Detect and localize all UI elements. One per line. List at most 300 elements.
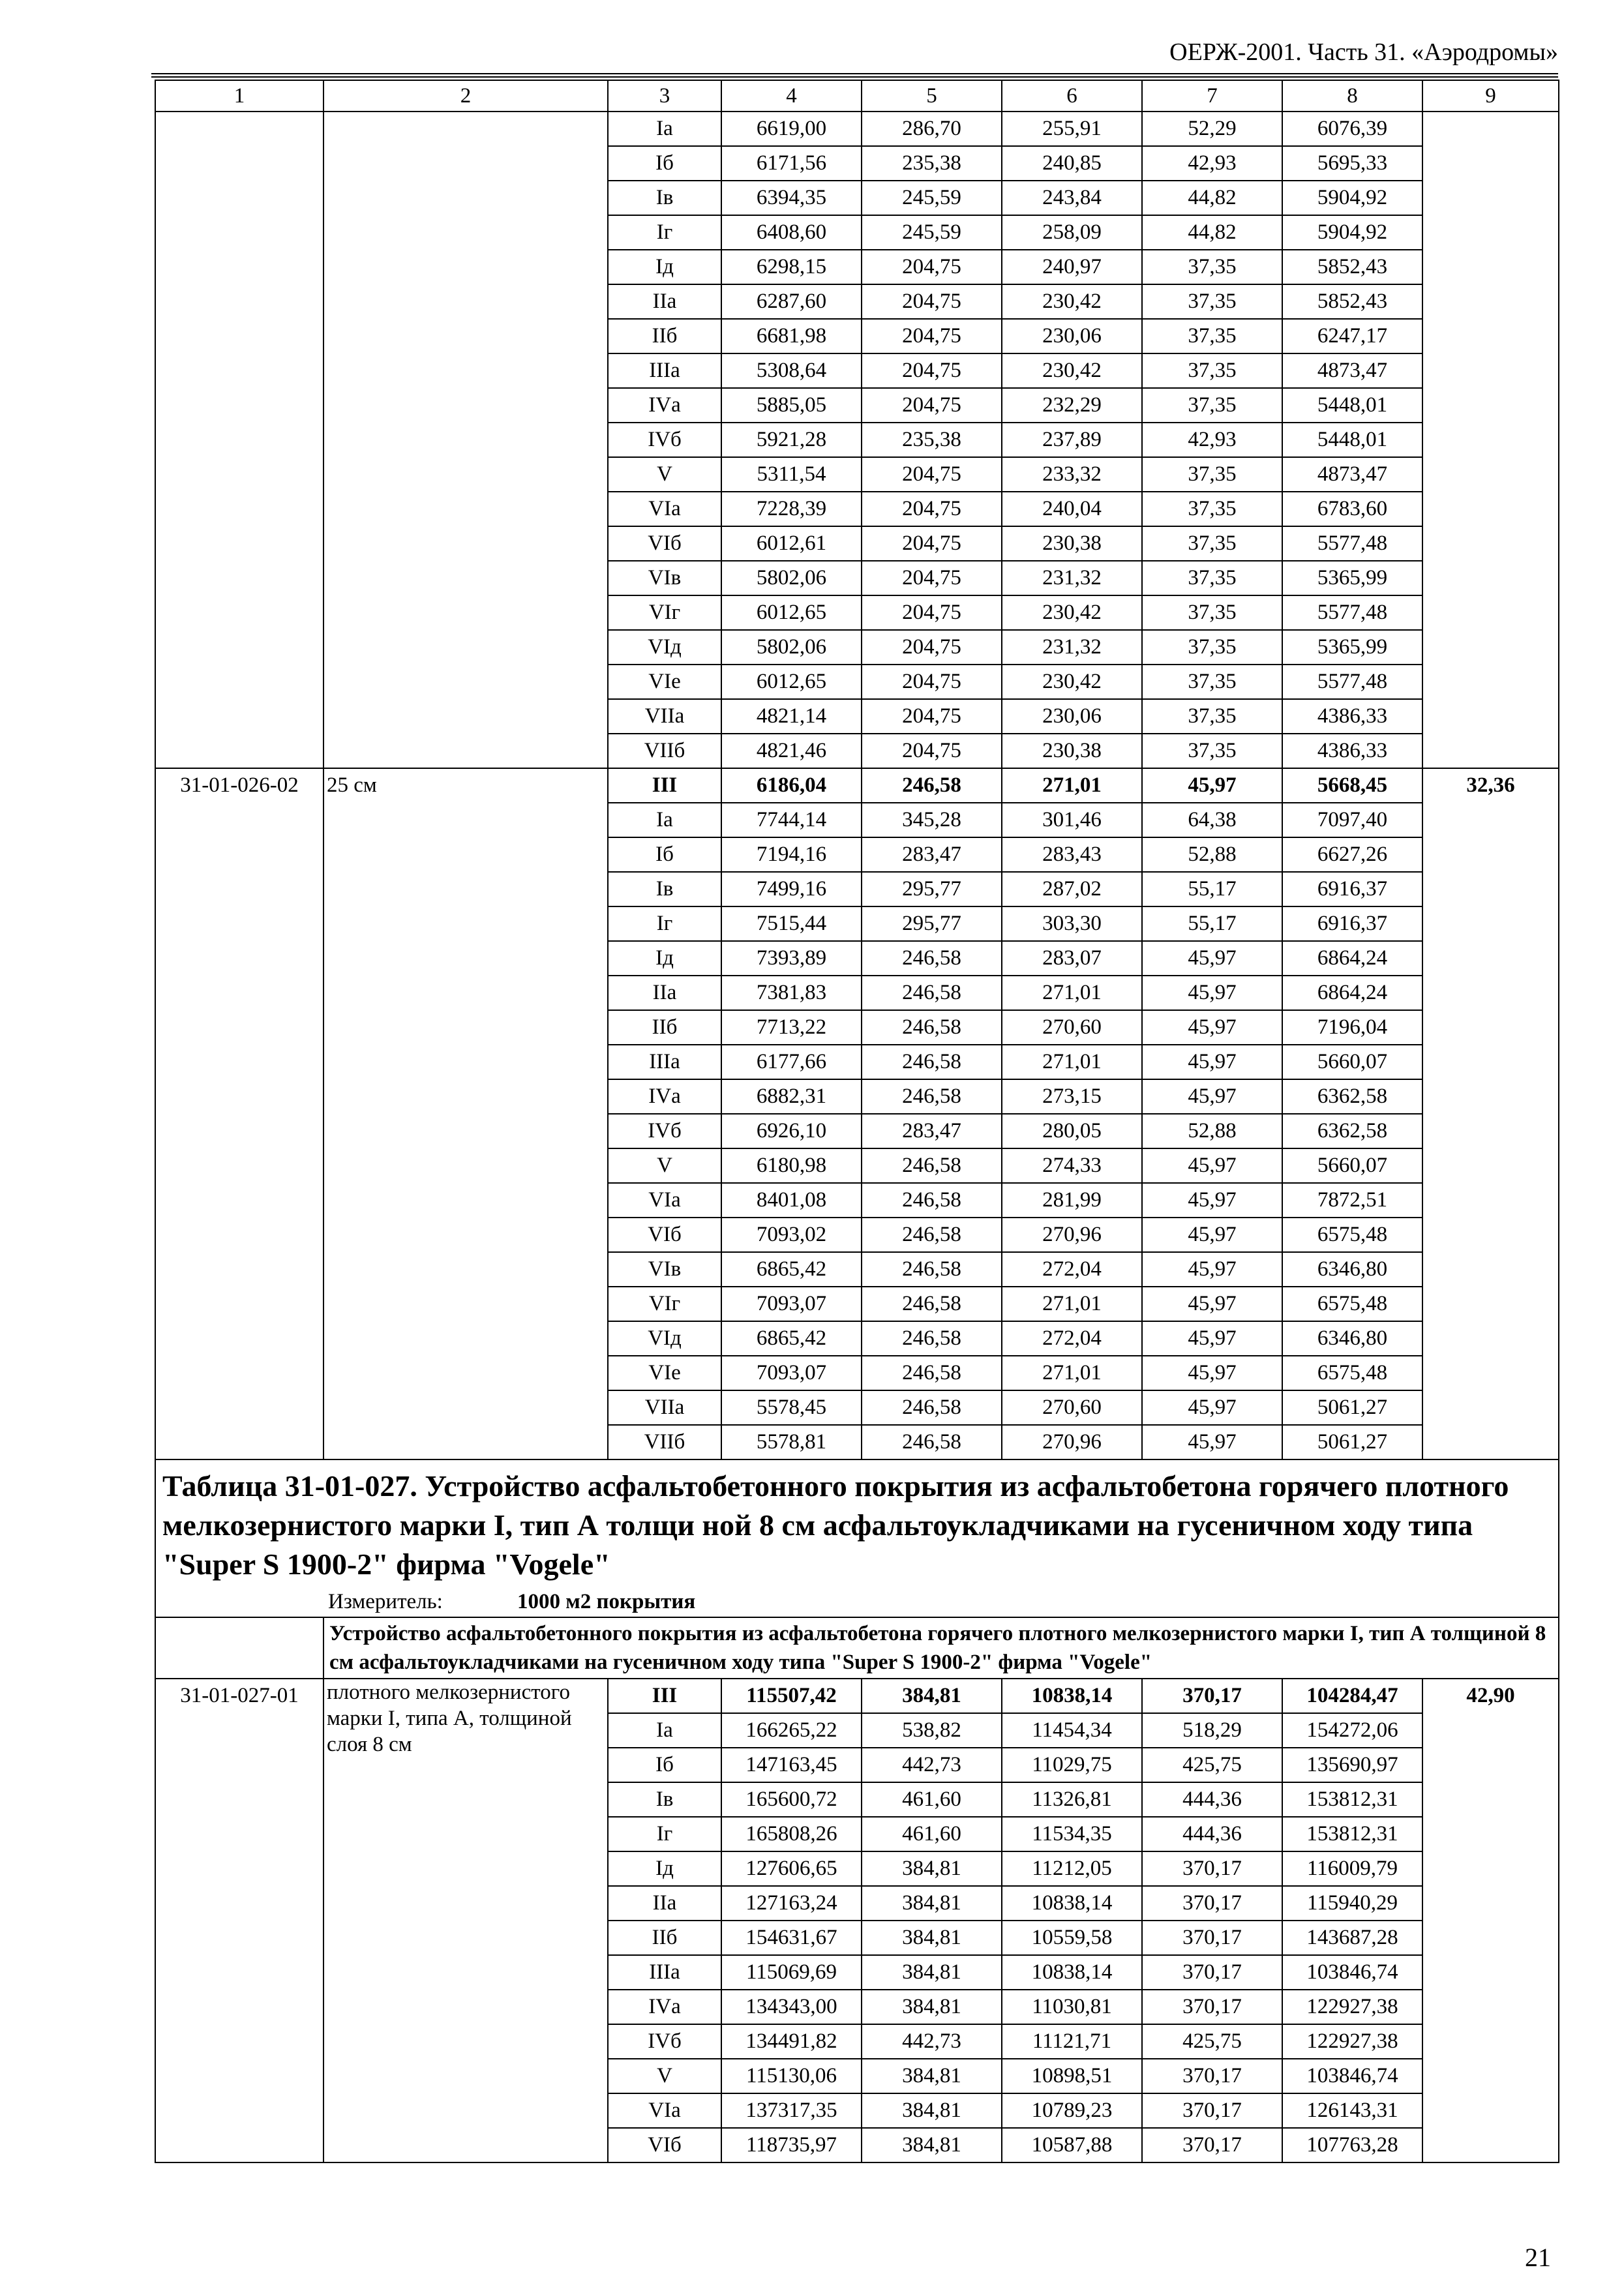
- value-cell: 116009,79: [1282, 1851, 1422, 1886]
- value-cell: 270,96: [1002, 1218, 1142, 1252]
- item-code-cell: [155, 1287, 323, 1321]
- value-cell: 134491,82: [721, 2024, 862, 2059]
- item-code-cell: [155, 1782, 323, 1817]
- value-cell: 370,17: [1142, 1921, 1282, 1955]
- item-code-cell: [155, 1010, 323, 1045]
- table-row: [155, 837, 1559, 872]
- item-name-cell: [323, 1252, 608, 1287]
- item-code-cell: [155, 423, 323, 457]
- zone-cell: VIб: [608, 2128, 721, 2162]
- table-row: [155, 1079, 1559, 1114]
- table-row: [155, 941, 1559, 976]
- col9-cell: [1422, 1713, 1559, 1748]
- table-row: [155, 1287, 1559, 1321]
- value-cell: 147163,45: [721, 1748, 862, 1782]
- col9-cell: [1422, 665, 1559, 699]
- value-cell: 5904,92: [1282, 181, 1422, 215]
- zone-cell: V: [608, 2059, 721, 2093]
- item-name-cell: [323, 1079, 608, 1114]
- value-cell: 518,29: [1142, 1713, 1282, 1748]
- value-cell: 7872,51: [1282, 1183, 1422, 1218]
- value-cell: 127606,65: [721, 1851, 862, 1886]
- zone-cell: VIг: [608, 595, 721, 630]
- value-cell: 154631,67: [721, 1921, 862, 1955]
- item-name-cell: [323, 1218, 608, 1252]
- description-row: [155, 1617, 1559, 1679]
- zone-cell: IVб: [608, 423, 721, 457]
- zone-cell: VIг: [608, 1287, 721, 1321]
- value-cell: 5904,92: [1282, 215, 1422, 250]
- col9-cell: [1422, 1921, 1559, 1955]
- zone-cell: Iа: [608, 112, 721, 146]
- value-cell: 240,85: [1002, 146, 1142, 181]
- value-cell: 7393,89: [721, 941, 862, 976]
- value-cell: 461,60: [862, 1817, 1002, 1851]
- col9-cell: [1422, 976, 1559, 1010]
- value-cell: 45,97: [1142, 1425, 1282, 1459]
- value-cell: 45,97: [1142, 1148, 1282, 1183]
- zone-cell: VIIб: [608, 1425, 721, 1459]
- page-number: 21: [1525, 2243, 1551, 2272]
- col9-cell: [1422, 837, 1559, 872]
- value-cell: 52,88: [1142, 1114, 1282, 1148]
- table-row: [155, 872, 1559, 906]
- col9-cell: [1422, 699, 1559, 734]
- item-code-cell: [155, 388, 323, 423]
- value-cell: 274,33: [1002, 1148, 1142, 1183]
- value-cell: 45,97: [1142, 1010, 1282, 1045]
- value-cell: 122927,38: [1282, 1990, 1422, 2024]
- item-code-cell: [155, 2128, 323, 2162]
- value-cell: 384,81: [862, 1921, 1002, 1955]
- item-name-cell: 25 см: [323, 768, 608, 803]
- table-row: [155, 423, 1559, 457]
- value-cell: 204,75: [862, 250, 1002, 284]
- price-table: [155, 80, 1559, 2163]
- zone-cell: Iа: [608, 1713, 721, 1748]
- value-cell: 303,30: [1002, 906, 1142, 941]
- table-row: [155, 215, 1559, 250]
- col9-cell: [1422, 1817, 1559, 1851]
- value-cell: 283,43: [1002, 837, 1142, 872]
- value-cell: 6926,10: [721, 1114, 862, 1148]
- value-cell: 6627,26: [1282, 837, 1422, 872]
- value-cell: 45,97: [1142, 1045, 1282, 1079]
- value-cell: 425,75: [1142, 1748, 1282, 1782]
- value-cell: 283,07: [1002, 941, 1142, 976]
- zone-cell: VIа: [608, 492, 721, 526]
- value-cell: 283,47: [862, 837, 1002, 872]
- value-cell: 103846,74: [1282, 1955, 1422, 1990]
- item-name-cell: [323, 1148, 608, 1183]
- value-cell: 5802,06: [721, 561, 862, 595]
- value-cell: 384,81: [862, 1955, 1002, 1990]
- value-cell: 6177,66: [721, 1045, 862, 1079]
- value-cell: 5578,45: [721, 1390, 862, 1425]
- value-cell: 5061,27: [1282, 1390, 1422, 1425]
- table-row: [155, 2093, 1559, 2128]
- value-cell: 6012,65: [721, 665, 862, 699]
- zone-cell: VIв: [608, 1252, 721, 1287]
- zone-cell: VIе: [608, 665, 721, 699]
- column-number-row: [155, 80, 1559, 112]
- value-cell: 6681,98: [721, 319, 862, 353]
- table-row: [155, 561, 1559, 595]
- meter-value: 1000 м2 покрытия: [517, 1590, 696, 1613]
- item-code-cell: [155, 906, 323, 941]
- value-cell: 7097,40: [1282, 803, 1422, 837]
- item-code-cell: [155, 1713, 323, 1748]
- col9-cell: [1422, 906, 1559, 941]
- value-cell: 272,04: [1002, 1321, 1142, 1356]
- value-cell: 45,97: [1142, 941, 1282, 976]
- item-name-cell: [323, 906, 608, 941]
- zone-cell: IIб: [608, 1921, 721, 1955]
- value-cell: 42,93: [1142, 146, 1282, 181]
- item-name-cell: [323, 1955, 608, 1990]
- value-cell: 345,28: [862, 803, 1002, 837]
- value-cell: 6865,42: [721, 1252, 862, 1287]
- zone-cell: IIа: [608, 976, 721, 1010]
- item-name-cell: [323, 457, 608, 492]
- col9-cell: [1422, 1079, 1559, 1114]
- value-cell: 204,75: [862, 284, 1002, 319]
- value-cell: 230,42: [1002, 595, 1142, 630]
- zone-cell: IVб: [608, 1114, 721, 1148]
- zone-cell: VIб: [608, 1218, 721, 1252]
- value-cell: 273,15: [1002, 1079, 1142, 1114]
- value-cell: 135690,97: [1282, 1748, 1422, 1782]
- value-cell: 115507,42: [721, 1679, 862, 1713]
- table-row: [155, 803, 1559, 837]
- value-cell: 270,96: [1002, 1425, 1142, 1459]
- value-cell: 370,17: [1142, 1955, 1282, 1990]
- item-name-cell: [323, 1817, 608, 1851]
- value-cell: 115069,69: [721, 1955, 862, 1990]
- meter-cell: [155, 1587, 1559, 1617]
- value-cell: 442,73: [862, 1748, 1002, 1782]
- item-code-cell: 31-01-027-01: [155, 1679, 323, 1713]
- zone-cell: Iг: [608, 215, 721, 250]
- item-name-cell: [323, 250, 608, 284]
- value-cell: 5668,45: [1282, 768, 1422, 803]
- item-code-cell: 31-01-026-02: [155, 768, 323, 803]
- item-code-cell: [155, 803, 323, 837]
- zone-cell: IIIа: [608, 1045, 721, 1079]
- item-code-cell: [155, 1817, 323, 1851]
- table-row: [155, 250, 1559, 284]
- item-code-cell: [155, 665, 323, 699]
- table-title-row: [155, 1459, 1559, 1587]
- item-code-cell: [155, 1218, 323, 1252]
- item-name-cell: [323, 1287, 608, 1321]
- col9-cell: [1422, 803, 1559, 837]
- col9-cell: [1422, 1045, 1559, 1079]
- item-code-cell: [155, 837, 323, 872]
- table-row: [155, 1010, 1559, 1045]
- table-row: [155, 146, 1559, 181]
- description-spacer: [155, 1617, 323, 1679]
- zone-cell: VIа: [608, 1183, 721, 1218]
- item-name-cell: [323, 1851, 608, 1886]
- value-cell: 45,97: [1142, 768, 1282, 803]
- value-cell: 37,35: [1142, 319, 1282, 353]
- column-number: 2: [323, 80, 608, 112]
- value-cell: 370,17: [1142, 1679, 1282, 1713]
- col9-cell: [1422, 1425, 1559, 1459]
- value-cell: 37,35: [1142, 284, 1282, 319]
- value-cell: 11121,71: [1002, 2024, 1142, 2059]
- value-cell: 232,29: [1002, 388, 1142, 423]
- table-title: Таблица 31-01-027. Устройство асфальтобетонного покрытия из асфальтобетона горячего плотного мелкозернистого марки I, тип А толщи ной 8 см асфальтоукладчиками на гусеничном ходу типа "Super S 1900-2" фирма "Vogele": [155, 1459, 1559, 1587]
- value-cell: 7515,44: [721, 906, 862, 941]
- table-row: [155, 1321, 1559, 1356]
- value-cell: 384,81: [862, 1679, 1002, 1713]
- zone-cell: III: [608, 1679, 721, 1713]
- value-cell: 42,93: [1142, 423, 1282, 457]
- value-cell: 143687,28: [1282, 1921, 1422, 1955]
- value-cell: 246,58: [862, 1321, 1002, 1356]
- value-cell: 5311,54: [721, 457, 862, 492]
- item-code-cell: [155, 1079, 323, 1114]
- value-cell: 6783,60: [1282, 492, 1422, 526]
- value-cell: 204,75: [862, 595, 1002, 630]
- value-cell: 246,58: [862, 976, 1002, 1010]
- value-cell: 126143,31: [1282, 2093, 1422, 2128]
- col9-cell: [1422, 630, 1559, 665]
- value-cell: 127163,24: [721, 1886, 862, 1921]
- item-name-cell: [323, 1114, 608, 1148]
- zone-cell: IIа: [608, 1886, 721, 1921]
- col9-cell: [1422, 423, 1559, 457]
- zone-cell: IIIа: [608, 1955, 721, 1990]
- value-cell: 6864,24: [1282, 976, 1422, 1010]
- value-cell: 270,60: [1002, 1010, 1142, 1045]
- col9-cell: [1422, 215, 1559, 250]
- item-name-cell: [323, 181, 608, 215]
- value-cell: 258,09: [1002, 215, 1142, 250]
- value-cell: 6012,65: [721, 595, 862, 630]
- meter-label: Измеритель:: [328, 1590, 443, 1613]
- col9-cell: [1422, 2059, 1559, 2093]
- table-row: [155, 595, 1559, 630]
- item-name-cell: [323, 699, 608, 734]
- item-name-cell: [323, 2059, 608, 2093]
- col9-cell: [1422, 1114, 1559, 1148]
- zone-cell: Iд: [608, 1851, 721, 1886]
- value-cell: 5852,43: [1282, 284, 1422, 319]
- value-cell: 137317,35: [721, 2093, 862, 2128]
- table-row: [155, 1921, 1559, 1955]
- value-cell: 271,01: [1002, 768, 1142, 803]
- value-cell: 270,60: [1002, 1390, 1142, 1425]
- col9-cell: [1422, 734, 1559, 768]
- value-cell: 37,35: [1142, 492, 1282, 526]
- value-cell: 134343,00: [721, 1990, 862, 2024]
- table-row: [155, 112, 1559, 146]
- value-cell: 37,35: [1142, 250, 1282, 284]
- table-row: [155, 976, 1559, 1010]
- value-cell: 11029,75: [1002, 1748, 1142, 1782]
- table-row: [155, 1183, 1559, 1218]
- item-name-cell: [323, 872, 608, 906]
- item-code-cell: [155, 181, 323, 215]
- value-cell: 5660,07: [1282, 1148, 1422, 1183]
- item-code-cell: [155, 1955, 323, 1990]
- col9-cell: [1422, 112, 1559, 146]
- table-row: [155, 734, 1559, 768]
- col9-cell: [1422, 1010, 1559, 1045]
- value-cell: 204,75: [862, 492, 1002, 526]
- item-name-cell: [323, 976, 608, 1010]
- value-cell: 442,73: [862, 2024, 1002, 2059]
- col9-cell: [1422, 2093, 1559, 2128]
- col9-value: 42,90: [1466, 1684, 1515, 1707]
- value-cell: 272,04: [1002, 1252, 1142, 1287]
- value-cell: 246,58: [862, 1287, 1002, 1321]
- value-cell: 246,58: [862, 1356, 1002, 1390]
- item-name-cell: [323, 837, 608, 872]
- col9-cell: [1422, 941, 1559, 976]
- value-cell: 104284,47: [1282, 1679, 1422, 1713]
- value-cell: 384,81: [862, 1886, 1002, 1921]
- value-cell: 7194,16: [721, 837, 862, 872]
- value-cell: 271,01: [1002, 1287, 1142, 1321]
- value-cell: 230,42: [1002, 665, 1142, 699]
- item-name-cell: [323, 388, 608, 423]
- value-cell: 281,99: [1002, 1183, 1142, 1218]
- value-cell: 5885,05: [721, 388, 862, 423]
- table-row: [155, 1955, 1559, 1990]
- value-cell: 7093,07: [721, 1356, 862, 1390]
- value-cell: 301,46: [1002, 803, 1142, 837]
- col9-cell: [1422, 250, 1559, 284]
- value-cell: 4821,14: [721, 699, 862, 734]
- item-name-cell: [323, 353, 608, 388]
- value-cell: 45,97: [1142, 1390, 1282, 1425]
- table-row: [155, 526, 1559, 561]
- value-cell: 295,77: [862, 906, 1002, 941]
- value-cell: 204,75: [862, 457, 1002, 492]
- column-number: 6: [1002, 80, 1142, 112]
- value-cell: 7093,07: [721, 1287, 862, 1321]
- value-cell: 286,70: [862, 112, 1002, 146]
- value-cell: 271,01: [1002, 1045, 1142, 1079]
- value-cell: 204,75: [862, 699, 1002, 734]
- value-cell: 37,35: [1142, 665, 1282, 699]
- value-cell: 6362,58: [1282, 1079, 1422, 1114]
- item-name-cell: [323, 1990, 608, 2024]
- item-code-cell: [155, 1921, 323, 1955]
- value-cell: 6298,15: [721, 250, 862, 284]
- value-cell: 370,17: [1142, 2128, 1282, 2162]
- value-cell: 243,84: [1002, 181, 1142, 215]
- zone-cell: VIд: [608, 630, 721, 665]
- value-cell: 287,02: [1002, 872, 1142, 906]
- zone-cell: Iд: [608, 250, 721, 284]
- value-cell: 153812,31: [1282, 1782, 1422, 1817]
- value-cell: 6186,04: [721, 768, 862, 803]
- value-cell: 5802,06: [721, 630, 862, 665]
- col9-cell: [1422, 1252, 1559, 1287]
- zone-cell: IIIа: [608, 353, 721, 388]
- value-cell: 11326,81: [1002, 1782, 1142, 1817]
- value-cell: 10898,51: [1002, 2059, 1142, 2093]
- value-cell: 271,01: [1002, 1356, 1142, 1390]
- item-code-cell: [155, 526, 323, 561]
- value-cell: 11454,34: [1002, 1713, 1142, 1748]
- value-cell: 6916,37: [1282, 872, 1422, 906]
- item-name-cell: [323, 526, 608, 561]
- item-code-cell: [155, 976, 323, 1010]
- col9-cell: [1422, 1748, 1559, 1782]
- value-cell: 235,38: [862, 423, 1002, 457]
- value-cell: 295,77: [862, 872, 1002, 906]
- value-cell: 52,29: [1142, 112, 1282, 146]
- value-cell: 5660,07: [1282, 1045, 1422, 1079]
- item-name-cell: [323, 2024, 608, 2059]
- zone-cell: Iа: [608, 803, 721, 837]
- value-cell: 240,04: [1002, 492, 1142, 526]
- zone-cell: Iг: [608, 1817, 721, 1851]
- col9-cell: [1422, 353, 1559, 388]
- value-cell: 204,75: [862, 734, 1002, 768]
- value-cell: 444,36: [1142, 1817, 1282, 1851]
- value-cell: 10838,14: [1002, 1955, 1142, 1990]
- col9-cell: [1422, 1886, 1559, 1921]
- value-cell: 246,58: [862, 768, 1002, 803]
- value-cell: 370,17: [1142, 2059, 1282, 2093]
- table-row: [155, 1990, 1559, 2024]
- table-row: [155, 1679, 1559, 1713]
- col9-cell: [1422, 1321, 1559, 1356]
- item-name-cell: плотного мелкозернистого марки I, типа А, толщиной слоя 8 см: [323, 1679, 608, 1817]
- table-row: [155, 2128, 1559, 2162]
- col9-cell: [1422, 768, 1559, 803]
- col9-cell: [1422, 1218, 1559, 1252]
- value-cell: 55,17: [1142, 872, 1282, 906]
- col9-cell: [1422, 526, 1559, 561]
- value-cell: 10838,14: [1002, 1679, 1142, 1713]
- item-code-cell: [155, 1886, 323, 1921]
- item-code-cell: [155, 1851, 323, 1886]
- item-code-cell: [155, 2059, 323, 2093]
- item-name-cell: [323, 215, 608, 250]
- table-row: [155, 1045, 1559, 1079]
- table-row: [155, 1218, 1559, 1252]
- zone-cell: VIв: [608, 561, 721, 595]
- value-cell: 246,58: [862, 1079, 1002, 1114]
- table-row: [155, 492, 1559, 526]
- value-cell: 246,58: [862, 1183, 1002, 1218]
- value-cell: 37,35: [1142, 595, 1282, 630]
- value-cell: 37,35: [1142, 388, 1282, 423]
- value-cell: 370,17: [1142, 1851, 1282, 1886]
- item-name-cell: [323, 803, 608, 837]
- table-row: [155, 353, 1559, 388]
- col9-cell: [1422, 1990, 1559, 2024]
- value-cell: 6916,37: [1282, 906, 1422, 941]
- table-description: Устройство асфальтобетонного покрытия из асфальтобетона горячего плотного мелкозернистого марки I, тип А толщиной 8 см асфальтоукладчиками на гусеничном ходу типа "Super S 1900-2" фирма "Vogele": [323, 1617, 1559, 1679]
- value-cell: 165600,72: [721, 1782, 862, 1817]
- col9-value: 32,36: [1466, 773, 1515, 797]
- item-name-cell: [323, 2128, 608, 2162]
- value-cell: 255,91: [1002, 112, 1142, 146]
- item-code-cell: [155, 734, 323, 768]
- value-cell: 230,38: [1002, 526, 1142, 561]
- value-cell: 237,89: [1002, 423, 1142, 457]
- value-cell: 6575,48: [1282, 1218, 1422, 1252]
